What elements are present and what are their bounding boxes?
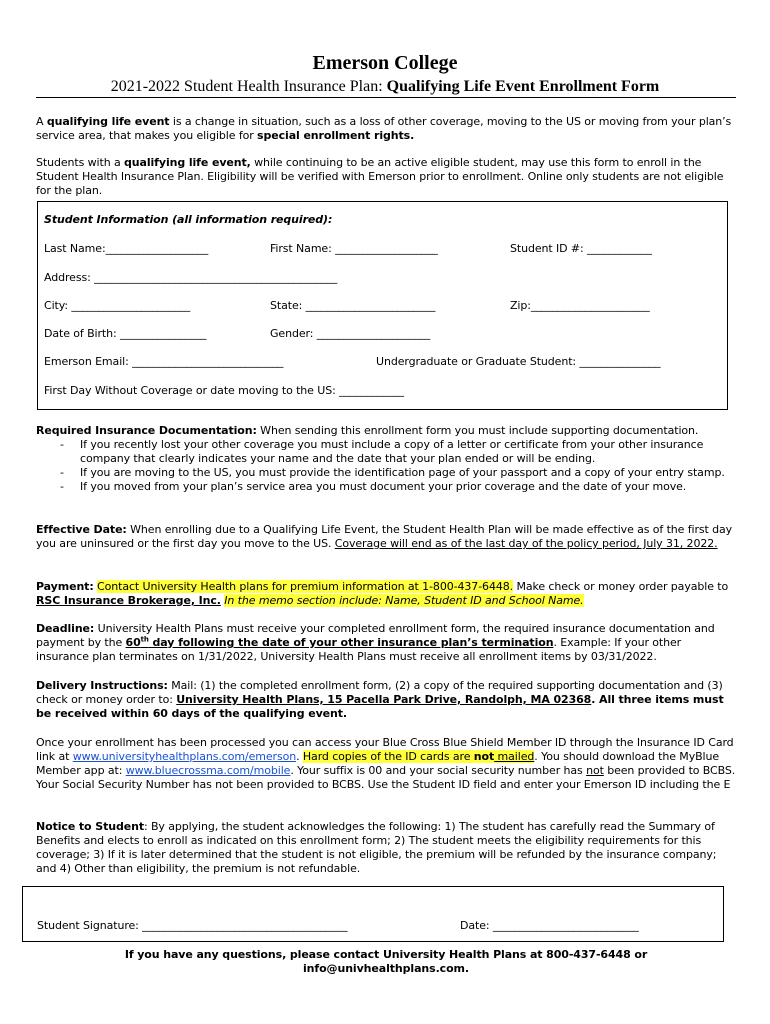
member-id-paragraph: Once your enrollment has been processed you can access your Blue Cross Blue Shield Member ID through the Insurance ID Card link at www.universityhealthplans.com/emerson. Hard copies of the ID cards are not mailed. You should download the MyBlue Member app at: www.bluecrossma.com/mobile. Your suffix is 00 and your social security number has not been provided to BCBS. Your Social Security Number has not been provided to BCBS. Use the Student ID field and enter your Emerson ID including the E — [36, 736, 736, 791]
subtitle-form-name: Qualifying Life Event Enrollment Form — [386, 78, 660, 95]
student-id-field[interactable]: Student ID #: ____________ — [510, 242, 652, 255]
deadline-paragraph: Deadline: University Health Plans must receive your completed enrollment form, the required insurance documentation and payment by the 60th day following the date of your other insurance plan’s termination. Example: If your other insurance plan terminates on 1/31/2022, University Health Plans must receive all enrollment items by 03/31/2022. — [36, 622, 715, 663]
required-documentation-section — [36, 424, 736, 494]
delivery-instructions-paragraph: Delivery Instructions: Mail: (1) the completed enrollment form, (2) a copy of the required supporting documentation and (3) check or money order to: University Health Plans, 15 Pacella Park Drive, Randolph, MA 02368. All three items must be received within 60 days of the qualifying event. — [36, 679, 724, 720]
header-divider — [36, 97, 736, 98]
college-title: Emerson College — [312, 52, 458, 74]
effective-date-paragraph: Effective Date: When enrolling due to a Qualifying Life Event, the Student Health Plan will be made effective as of the first day you are uninsured or the first day you move to the US. Coverage will end as of the last day of the policy period, July 31, 2022. — [36, 523, 733, 550]
required-documentation-intro: Required Insurance Documentation: When sending this enrollment form you must include supporting documentation. — [36, 424, 699, 437]
signature-box — [22, 886, 724, 942]
state-field[interactable]: State: ________________________ — [270, 299, 436, 312]
subtitle-plan: 2021-2022 Student Health Insurance Plan: — [110, 78, 387, 95]
payment-paragraph: Payment: Contact University Health plans for premium information at 1-800-437-6448. Make check or money order payable to RSC Insurance Brokerage, Inc. In the memo section include: Name, Student ID and School Name. — [36, 580, 729, 607]
zip-field[interactable]: Zip:______________________ — [510, 299, 650, 312]
notice-to-student-paragraph: Notice to Student: By applying, the student acknowledges the following: 1) The student has carefully read the Summary of Benefits and elects to enroll as indicated on this enrollment form; 2) The student meets the eligibility requirements for this coverage; 3) If it is later determined that the student is not eligible, the premium will be refunded by the insurance company; and 4) Other than eligibility, the premium is not refundable. — [36, 820, 717, 875]
list-item: - If you are moving to the US, you must provide the identification page of your passport and a copy of your entry stamp. — [60, 466, 725, 479]
student-signature-field[interactable]: Student Signature: ______________________________________ — [37, 919, 348, 932]
signature-date-field[interactable]: Date: ___________________________ — [460, 919, 639, 932]
city-field[interactable]: City: ______________________ — [44, 299, 191, 312]
student-level-field[interactable]: Undergraduate or Graduate Student: _______________ — [376, 355, 661, 368]
address-field[interactable]: Address: _____________________________________________ — [44, 271, 338, 284]
payee-name: RSC Insurance Brokerage, Inc. — [36, 594, 221, 607]
student-information-box — [37, 201, 728, 410]
first-name-field[interactable]: First Name: ___________________ — [270, 242, 438, 255]
intro-paragraph-1: A qualifying life event is a change in situation, such as a loss of other coverage, moving to the US or moving from your plan’s service area, that makes you eligible for special enrollment rights. — [36, 115, 732, 142]
mailing-address: University Health Plans, 15 Pacella Park Drive, Randolph, MA 02368 — [176, 693, 592, 706]
student-info-heading: Student Information (all information required): — [44, 213, 333, 226]
premium-contact-highlight: Contact University Health plans for premium information at 1-800-437-6448. — [97, 580, 514, 593]
form-subtitle — [0, 78, 770, 96]
memo-instructions: In the memo section include: Name, Student ID and School Name. — [224, 594, 584, 607]
first-day-without-coverage-field[interactable]: First Day Without Coverage or date moving to the US: ____________ — [44, 384, 404, 397]
contact-footer: If you have any questions, please contact University Health Plans at 800-437-6448 or info@univhealthplans.com. — [124, 948, 648, 975]
date-of-birth-field[interactable]: Date of Birth: ________________ — [44, 327, 207, 340]
list-item: - If you moved from your plan’s service area you must document your prior coverage and the date of your move. — [60, 480, 687, 493]
intro-paragraph-2: Students with a qualifying life event, while continuing to be an active eligible student, may use this form to enroll in the Student Health Insurance Plan. Eligibility will be verified with Emerson prior to enrollment. Online only students are not eligible for the plan. — [36, 156, 724, 197]
gender-field[interactable]: Gender: _____________________ — [270, 327, 431, 340]
id-cards-not-mailed-highlight: Hard copies of the ID cards are not mailed — [302, 750, 535, 763]
bluecrossma-mobile-link[interactable]: www.bluecrossma.com/mobile — [125, 764, 291, 777]
required-documentation-list — [36, 438, 736, 494]
emerson-email-field[interactable]: Emerson Email: ____________________________ — [44, 355, 284, 368]
universityhealthplans-link[interactable]: www.universityhealthplans.com/emerson — [72, 750, 297, 763]
last-name-field[interactable]: Last Name:___________________ — [44, 242, 209, 255]
list-item: - If you recently lost your other coverage you must include a copy of a letter or certificate from your other insurance company that clearly indicates your name and the date that your plan ended or will be ending. — [60, 438, 704, 465]
